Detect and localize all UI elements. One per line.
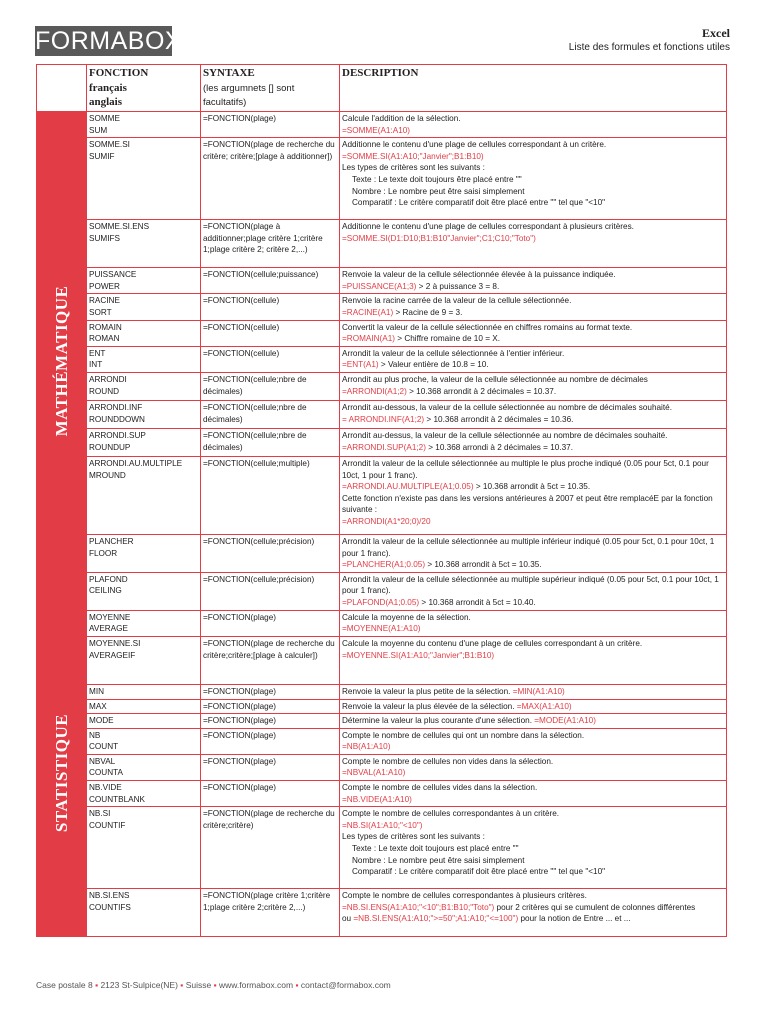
description-line <box>342 333 723 345</box>
description-text: Arrondit la valeur de la cellule sélectionnée au multiple inférieur indiqué (0.05 pour 5ct, 0.1 pour 10ct, 1 pour 1 franc). <box>342 536 715 558</box>
function-name-cell <box>87 268 201 294</box>
table-row <box>37 684 727 699</box>
description-text: > 10.368 arrondit à 5ct = 10.35. <box>425 560 542 570</box>
description-cell <box>340 112 727 138</box>
syntax-cell: =FONCTION(plage critère 1;critère 1;plage critère 2;critère 2,...) <box>201 889 340 937</box>
document-title: Excel <box>702 26 730 40</box>
description-text: Compte le nombre de cellules correspondantes à un critère. <box>342 809 560 819</box>
function-name-en: ROMAN <box>89 334 120 344</box>
table-row <box>37 112 727 138</box>
page-footer <box>36 980 391 990</box>
header-description <box>340 65 727 112</box>
function-name-cell <box>87 138 201 220</box>
description-text: > 10.368 arrondit à 2 décimales = 10.37. <box>406 386 557 396</box>
footer-item: Case postale 8 <box>36 980 93 990</box>
description-text: Compte le nombre de cellules correspondantes à plusieurs critères. <box>342 891 587 901</box>
formabox-logo: FORMABOX <box>35 27 183 55</box>
function-name-cell <box>87 684 201 699</box>
function-name-fr: NB.SI <box>89 809 111 819</box>
description-line <box>342 307 723 319</box>
criteria-line: Texte : Le texte doit toujours est placé entre "" <box>352 844 519 854</box>
function-name-cell <box>87 754 201 780</box>
syntax-cell: =FONCTION(plage) <box>201 781 340 807</box>
footer-separator-icon: ▪ <box>211 980 219 990</box>
description-cell <box>340 346 727 372</box>
syntax-cell: =FONCTION(plage de recherche du critère;critère;[plage à calculer]) <box>201 636 340 684</box>
description-text: Arrondit la valeur de la cellule sélectionnée au multiple le plus proche indiqué (0.05 pour 5ct, 0.1 pour 10ct, 1 pour 1 franc). <box>342 458 709 480</box>
function-name-cell <box>87 636 201 684</box>
table-row <box>37 294 727 320</box>
description-text: Renvoie la valeur la plus petite de la sélection. <box>342 686 513 696</box>
table-row <box>37 400 727 428</box>
table-row <box>37 456 727 534</box>
syntax-cell: =FONCTION(plage de recherche du critère; critère;[plage à additionner]) <box>201 138 340 220</box>
description-cell <box>340 400 727 428</box>
function-name-fr: ROMAIN <box>89 322 122 332</box>
syntax-cell: =FONCTION(cellule;nbre de décimales) <box>201 372 340 400</box>
table-row <box>37 320 727 346</box>
formula-example: =SOMME.SI(A1:A10;"Janvier";B1:B10) <box>342 151 484 161</box>
header-syntaxe-label: SYNTAXE <box>203 67 255 79</box>
section-label: MATHÉMATIQUE <box>51 285 71 437</box>
description-text: Arrondit au plus proche, la valeur de la cellule sélectionnée au nombre de décimales <box>342 374 648 384</box>
function-name-fr: SOMME.SI.ENS <box>89 222 150 232</box>
table-row <box>37 346 727 372</box>
description-cell <box>340 781 727 807</box>
description-text: Cette fonction n'existe pas dans les versions antérieures à 2007 et peut être remplacéE par la fonction suivante : <box>342 493 713 515</box>
description-text: Calcule la moyenne de la sélection. <box>342 612 471 622</box>
description-cell <box>340 534 727 572</box>
function-name-fr: MAX <box>89 701 107 711</box>
function-name-fr: PLANCHER <box>89 536 134 546</box>
syntax-cell: =FONCTION(cellule) <box>201 320 340 346</box>
description-cell <box>340 807 727 889</box>
syntax-cell: =FONCTION(plage à additionner;plage critère 1;critère 1;plage critère 2; critère 2,...) <box>201 220 340 268</box>
description-cell <box>340 572 727 610</box>
description-line <box>342 386 723 398</box>
description-cell <box>340 714 727 729</box>
header-syntaxe-note: (les argumnets [] sont facultatifs) <box>203 82 295 108</box>
table-row <box>37 572 727 610</box>
table-row <box>37 220 727 268</box>
description-text: > 10.368 arrondi à 2 décimales = 10.37. <box>425 442 573 452</box>
formula-example: =NBVAL(A1:A10) <box>342 768 406 778</box>
header-syntaxe <box>201 65 340 112</box>
description-cell <box>340 268 727 294</box>
formula-example: =MOYENNE(A1:A10) <box>342 624 421 634</box>
formula-example: =MIN(A1:A10) <box>512 686 565 696</box>
formula-example: =NB.SI(A1:A10;"<10") <box>342 820 423 830</box>
description-line <box>342 701 723 713</box>
formula-example: =NB.SI.ENS(A1:A10;"<10";B1:B10;"Toto") <box>342 902 495 912</box>
function-name-en: AVERAGEIF <box>89 650 136 660</box>
function-name-cell <box>87 572 201 610</box>
function-name-cell <box>87 220 201 268</box>
description-text: Compte le nombre de cellules vides dans la sélection. <box>342 783 538 793</box>
header-blank-cell <box>37 65 87 112</box>
description-text: Additionne le contenu d'une plage de cellules correspondant à un critère. <box>342 140 607 150</box>
description-cell <box>340 889 727 937</box>
table-row <box>37 534 727 572</box>
formula-example: =MAX(A1:A10) <box>516 701 572 711</box>
function-name-cell <box>87 294 201 320</box>
description-text: Les types de critères sont les suivants : <box>342 163 485 173</box>
function-name-en: SORT <box>89 307 112 317</box>
formula-example: =ARRONDI.SUP(A1;2) <box>342 442 426 452</box>
description-text: > Racine de 9 = 3. <box>393 307 463 317</box>
table-row <box>37 807 727 889</box>
table-row <box>37 138 727 220</box>
function-name-fr: SOMME <box>89 114 120 123</box>
table-row <box>37 636 727 684</box>
formula-example: =ARRONDI(A1*20;0)/20 <box>342 516 431 526</box>
syntax-cell: =FONCTION(cellule;nbre de décimales) <box>201 400 340 428</box>
description-text: Additionne le contenu d'une plage de cellules correspondant à plusieurs critères. <box>342 222 634 232</box>
function-name-fr: ARRONDI.INF <box>89 402 143 412</box>
function-name-cell <box>87 320 201 346</box>
description-cell <box>340 684 727 699</box>
description-text: pour la notion de Entre ... et ... <box>518 914 631 924</box>
formula-example: =NB(A1:A10) <box>342 742 391 752</box>
function-name-cell <box>87 346 201 372</box>
description-line <box>342 559 723 571</box>
function-name-cell <box>87 714 201 729</box>
syntax-cell: =FONCTION(cellule;nbre de décimales) <box>201 428 340 456</box>
formula-example: =RACINE(A1) <box>342 307 394 317</box>
functions-table <box>36 64 726 937</box>
function-name-en: ROUNDUP <box>89 442 131 452</box>
function-name-en: COUNTIF <box>89 820 126 830</box>
header-fonction <box>87 65 201 112</box>
formula-example: = ARRONDI.INF(A1;2) <box>342 414 425 424</box>
formula-example: =PUISSANCE(A1;3) <box>342 281 417 291</box>
header-anglais-label: anglais <box>89 96 123 108</box>
description-text: Renvoie la racine carrée de la valeur de la cellule sélectionnée. <box>342 296 572 306</box>
description-text: > Valeur entière de 10.8 = 10. <box>378 360 489 370</box>
criteria-line: Nombre : Le nombre peut être saisi simplement <box>352 855 525 865</box>
description-text: Convertit la valeur de la cellule sélectionnée en chiffres romains au format texte. <box>342 322 633 332</box>
function-name-en: INT <box>89 360 103 370</box>
table-row <box>37 699 727 714</box>
function-name-fr: MIN <box>89 686 105 696</box>
description-text: pour 2 critères qui se cumulent de colonnes différentes <box>494 902 696 912</box>
function-name-cell <box>87 112 201 138</box>
description-cell <box>340 754 727 780</box>
formula-example: =SOMME(A1:A10) <box>342 125 411 135</box>
function-name-fr: MOYENNE.SI <box>89 638 141 648</box>
description-line <box>342 359 723 371</box>
formula-example: =SOMME.SI(D1:D10;B1:B10"Janvier";C1;C10;"Toto") <box>342 233 536 243</box>
function-name-en: COUNTBLANK <box>89 794 145 804</box>
function-name-fr: PLAFOND <box>89 574 128 584</box>
description-text: Détermine la valeur la plus courante d'une sélection. <box>342 716 535 726</box>
function-name-en: MROUND <box>89 470 126 480</box>
formula-example: =PLAFOND(A1;0.05) <box>342 597 420 607</box>
function-name-cell <box>87 400 201 428</box>
footer-item[interactable]: contact@formabox.com <box>300 980 391 990</box>
document-subtitle: Liste des formules et fonctions utiles <box>568 42 730 53</box>
description-text: Compte le nombre de cellules qui ont un nombre dans la sélection. <box>342 730 585 740</box>
syntax-cell: =FONCTION(plage de recherche du critère;critère) <box>201 807 340 889</box>
table-row <box>37 268 727 294</box>
table-header-row <box>37 65 727 112</box>
description-line <box>342 597 723 609</box>
description-line <box>342 715 723 727</box>
syntax-cell: =FONCTION(plage) <box>201 610 340 636</box>
function-name-fr: RACINE <box>89 296 120 306</box>
formula-example: =NB.VIDE(A1:A10) <box>342 794 412 804</box>
function-name-fr: MODE <box>89 716 114 726</box>
syntax-cell: =FONCTION(plage) <box>201 754 340 780</box>
syntax-cell: =FONCTION(cellule) <box>201 346 340 372</box>
function-name-cell <box>87 889 201 937</box>
syntax-cell: =FONCTION(plage) <box>201 684 340 699</box>
syntax-cell: =FONCTION(cellule;précision) <box>201 534 340 572</box>
description-line <box>342 481 723 493</box>
description-cell <box>340 699 727 714</box>
function-name-fr: MOYENNE <box>89 612 131 622</box>
description-cell <box>340 728 727 754</box>
description-line <box>342 442 723 454</box>
formula-example: =ROMAIN(A1) <box>342 334 395 344</box>
function-name-en: ROUNDDOWN <box>89 414 145 424</box>
footer-separator-icon: ▪ <box>293 980 301 990</box>
footer-item[interactable]: www.formabox.com <box>218 980 294 990</box>
function-name-en: ROUND <box>89 386 120 396</box>
formula-example: =NB.SI.ENS(A1:A10;">=50";A1:A10;"<=100") <box>353 914 519 924</box>
description-line <box>342 686 723 698</box>
function-name-fr: ARRONDI.SUP <box>89 430 146 440</box>
description-cell <box>340 320 727 346</box>
footer-separator-icon: ▪ <box>92 980 101 990</box>
description-line <box>342 281 723 293</box>
function-name-fr: NB.VIDE <box>89 783 122 793</box>
formula-example: =PLANCHER(A1;0.05) <box>342 560 426 570</box>
description-text: > 10.368 arrondit à 5ct = 10.35. <box>473 482 591 492</box>
function-name-en: CEILING <box>89 586 122 596</box>
function-name-cell <box>87 428 201 456</box>
function-name-fr: PUISSANCE <box>89 270 137 280</box>
table-row <box>37 781 727 807</box>
function-name-cell <box>87 699 201 714</box>
function-name-en: FLOOR <box>89 548 118 558</box>
header-description-label: DESCRIPTION <box>342 67 419 79</box>
description-text: ou <box>342 914 354 924</box>
syntax-cell: =FONCTION(cellule) <box>201 294 340 320</box>
syntax-cell: =FONCTION(cellule;précision) <box>201 572 340 610</box>
function-name-en: SUMIFS <box>89 233 120 243</box>
description-text: Calcule l'addition de la sélection. <box>342 114 461 123</box>
syntax-cell: =FONCTION(plage) <box>201 699 340 714</box>
formula-example: =ENT(A1) <box>342 360 379 370</box>
description-text: Les types de critères sont les suivants : <box>342 832 485 842</box>
function-name-cell <box>87 781 201 807</box>
section-label-cell <box>37 610 87 937</box>
table-row <box>37 728 727 754</box>
description-text: > 2 à puissance 3 = 8. <box>416 281 500 291</box>
function-name-cell <box>87 456 201 534</box>
formula-example: =MODE(A1:A10) <box>534 716 596 726</box>
function-name-cell <box>87 372 201 400</box>
function-name-en: COUNTA <box>89 768 123 778</box>
description-text: Arrondit au-dessous, la valeur de la cellule sélectionnée au nombre de décimales souhaité. <box>342 402 672 412</box>
function-name-fr: NBVAL <box>89 756 116 766</box>
function-name-fr: ARRONDI <box>89 374 127 384</box>
description-line <box>342 902 723 914</box>
description-text: Arrondit la valeur de la cellule sélectionnée au multiple supérieur indiqué (0.05 pour 5ct, 0.1 pour 10ct, 1 pour 1 franc). <box>342 574 719 596</box>
function-name-en: SUMIF <box>89 151 115 161</box>
formula-example: =MOYENNE.SI(A1:A10;"Janvier";B1:B10) <box>342 650 495 660</box>
section-label-cell <box>37 112 87 611</box>
description-cell <box>340 372 727 400</box>
function-name-en: SUM <box>89 125 108 135</box>
formula-example: =ARRONDI.AU.MULTIPLE(A1;0.05) <box>342 482 474 492</box>
function-name-cell <box>87 728 201 754</box>
section-label: STATISTIQUE <box>51 714 71 833</box>
table-row <box>37 372 727 400</box>
syntax-cell: =FONCTION(cellule;multiple) <box>201 456 340 534</box>
formula-example: =ARRONDI(A1;2) <box>342 386 407 396</box>
description-cell <box>340 610 727 636</box>
description-text: Arrondit au-dessus, la valeur de la cellule sélectionnée au nombre de décimales souhaité. <box>342 430 668 440</box>
criteria-line: Texte : Le texte doit toujours être placé entre "" <box>352 174 522 184</box>
description-text: > 10.368 arrondit à 5ct = 10.40. <box>419 597 536 607</box>
table-row <box>37 754 727 780</box>
description-cell <box>340 456 727 534</box>
function-name-fr: ENT <box>89 348 106 358</box>
description-text: > 10.368 arrondit à 2 décimales = 10.36. <box>424 414 574 424</box>
description-text: Renvoie la valeur de la cellule sélectionnée élevée à la puissance indiquée. <box>342 270 616 280</box>
table-row <box>37 428 727 456</box>
syntax-cell: =FONCTION(plage) <box>201 728 340 754</box>
description-text: Arrondit la valeur de la cellule sélectionnée à l'entier inférieur. <box>342 348 565 358</box>
function-name-fr: NB <box>89 730 101 740</box>
syntax-cell: =FONCTION(plage) <box>201 112 340 138</box>
header-fonction-label: FONCTION <box>89 67 149 79</box>
table-row <box>37 889 727 937</box>
criteria-line: Comparatif : Le critère comparatif doit être placé entre "" tel que "<10" <box>352 867 606 877</box>
function-name-fr: SOMME.SI <box>89 140 130 150</box>
description-line <box>342 414 723 426</box>
description-text: > Chiffre romaine de 10 = X. <box>395 334 500 344</box>
function-name-fr: ARRONDI.AU.MULTIPLE <box>89 458 183 468</box>
syntax-cell: =FONCTION(cellule;puissance) <box>201 268 340 294</box>
description-cell <box>340 294 727 320</box>
table-row <box>37 610 727 636</box>
function-name-en: COUNT <box>89 742 119 752</box>
function-name-fr: NB.SI.ENS <box>89 891 130 901</box>
description-cell <box>340 428 727 456</box>
function-name-en: COUNTIFS <box>89 902 131 912</box>
criteria-line: Comparatif : Le critère comparatif doit être placé entre "" tel que "<10" <box>352 198 606 208</box>
function-name-en: AVERAGE <box>89 624 128 634</box>
criteria-line: Nombre : Le nombre peut être saisi simplement <box>352 186 525 196</box>
description-cell <box>340 636 727 684</box>
header-francais-label: français <box>89 81 127 94</box>
description-cell <box>340 220 727 268</box>
table-row <box>37 714 727 729</box>
footer-item: 2123 St-Sulpice(NE) <box>100 980 178 990</box>
syntax-cell: =FONCTION(plage) <box>201 714 340 729</box>
description-line <box>342 913 723 925</box>
function-name-cell <box>87 807 201 889</box>
footer-item: Suisse <box>185 980 212 990</box>
description-text: Compte le nombre de cellules non vides dans la sélection. <box>342 756 554 766</box>
footer-separator-icon: ▪ <box>177 980 186 990</box>
description-cell <box>340 138 727 220</box>
description-text: Calcule la moyenne du contenu d'une plage de cellules correspondant à un critère. <box>342 638 643 648</box>
function-name-cell <box>87 610 201 636</box>
function-name-cell <box>87 534 201 572</box>
function-name-en: POWER <box>89 281 120 291</box>
description-text: Renvoie la valeur la plus élevée de la sélection. <box>342 701 517 711</box>
